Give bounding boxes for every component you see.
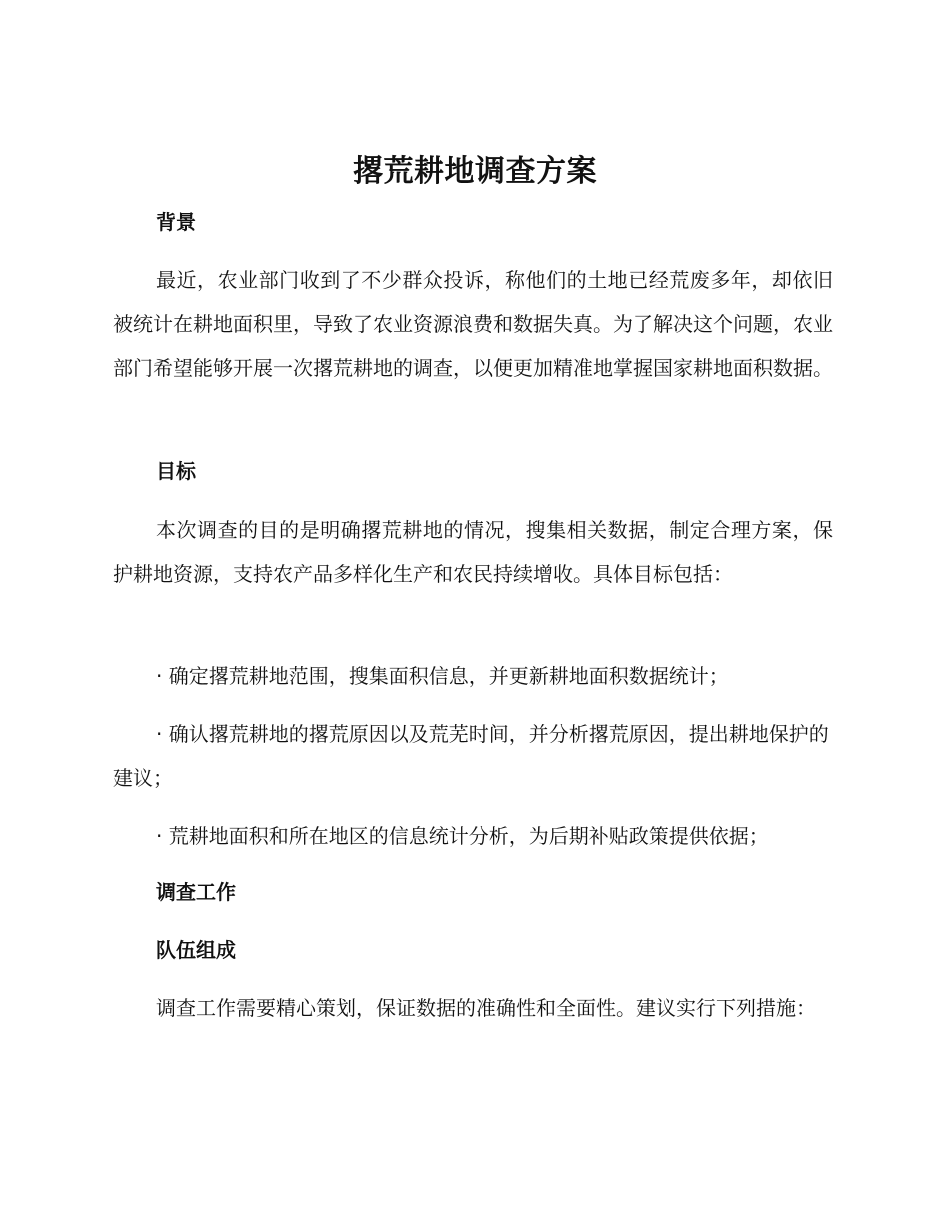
background-paragraph: 最近，农业部门收到了不少群众投诉，称他们的土地已经荒废多年，却依旧被统计在耕地面积里，导致了农业资源浪费和数据失真。为了解决这个问题，农业部门希望能够开展一次撂荒耕地的调查，以便更加精准地掌握国家耕地面积数据。 <box>113 268 833 380</box>
section-heading-goals: 目标 <box>156 459 196 483</box>
section-heading-survey-work: 调查工作 <box>156 880 236 904</box>
section-heading-team: 队伍组成 <box>156 938 236 962</box>
goal-bullet-3: · 荒耕地面积和所在地区的信息统计分析，为后期补贴政策提供依据； <box>156 824 769 848</box>
goal-bullet-2: · 确认撂荒耕地的撂荒原因以及荒芜时间，并分析撂荒原因，提出耕地保护的建议； <box>113 722 829 790</box>
team-paragraph: 调查工作需要精心策划，保证数据的准确性和全面性。建议实行下列措施： <box>156 996 816 1020</box>
section-heading-background: 背景 <box>156 210 196 234</box>
document-title: 撂荒耕地调查方案 <box>353 154 597 189</box>
goals-paragraph: 本次调查的目的是明确撂荒耕地的情况，搜集相关数据，制定合理方案，保护耕地资源，支持农产品多样化生产和农民持续增收。具体目标包括： <box>113 518 833 586</box>
goal-bullet-1: · 确定撂荒耕地范围，搜集面积信息，并更新耕地面积数据统计； <box>156 664 729 688</box>
